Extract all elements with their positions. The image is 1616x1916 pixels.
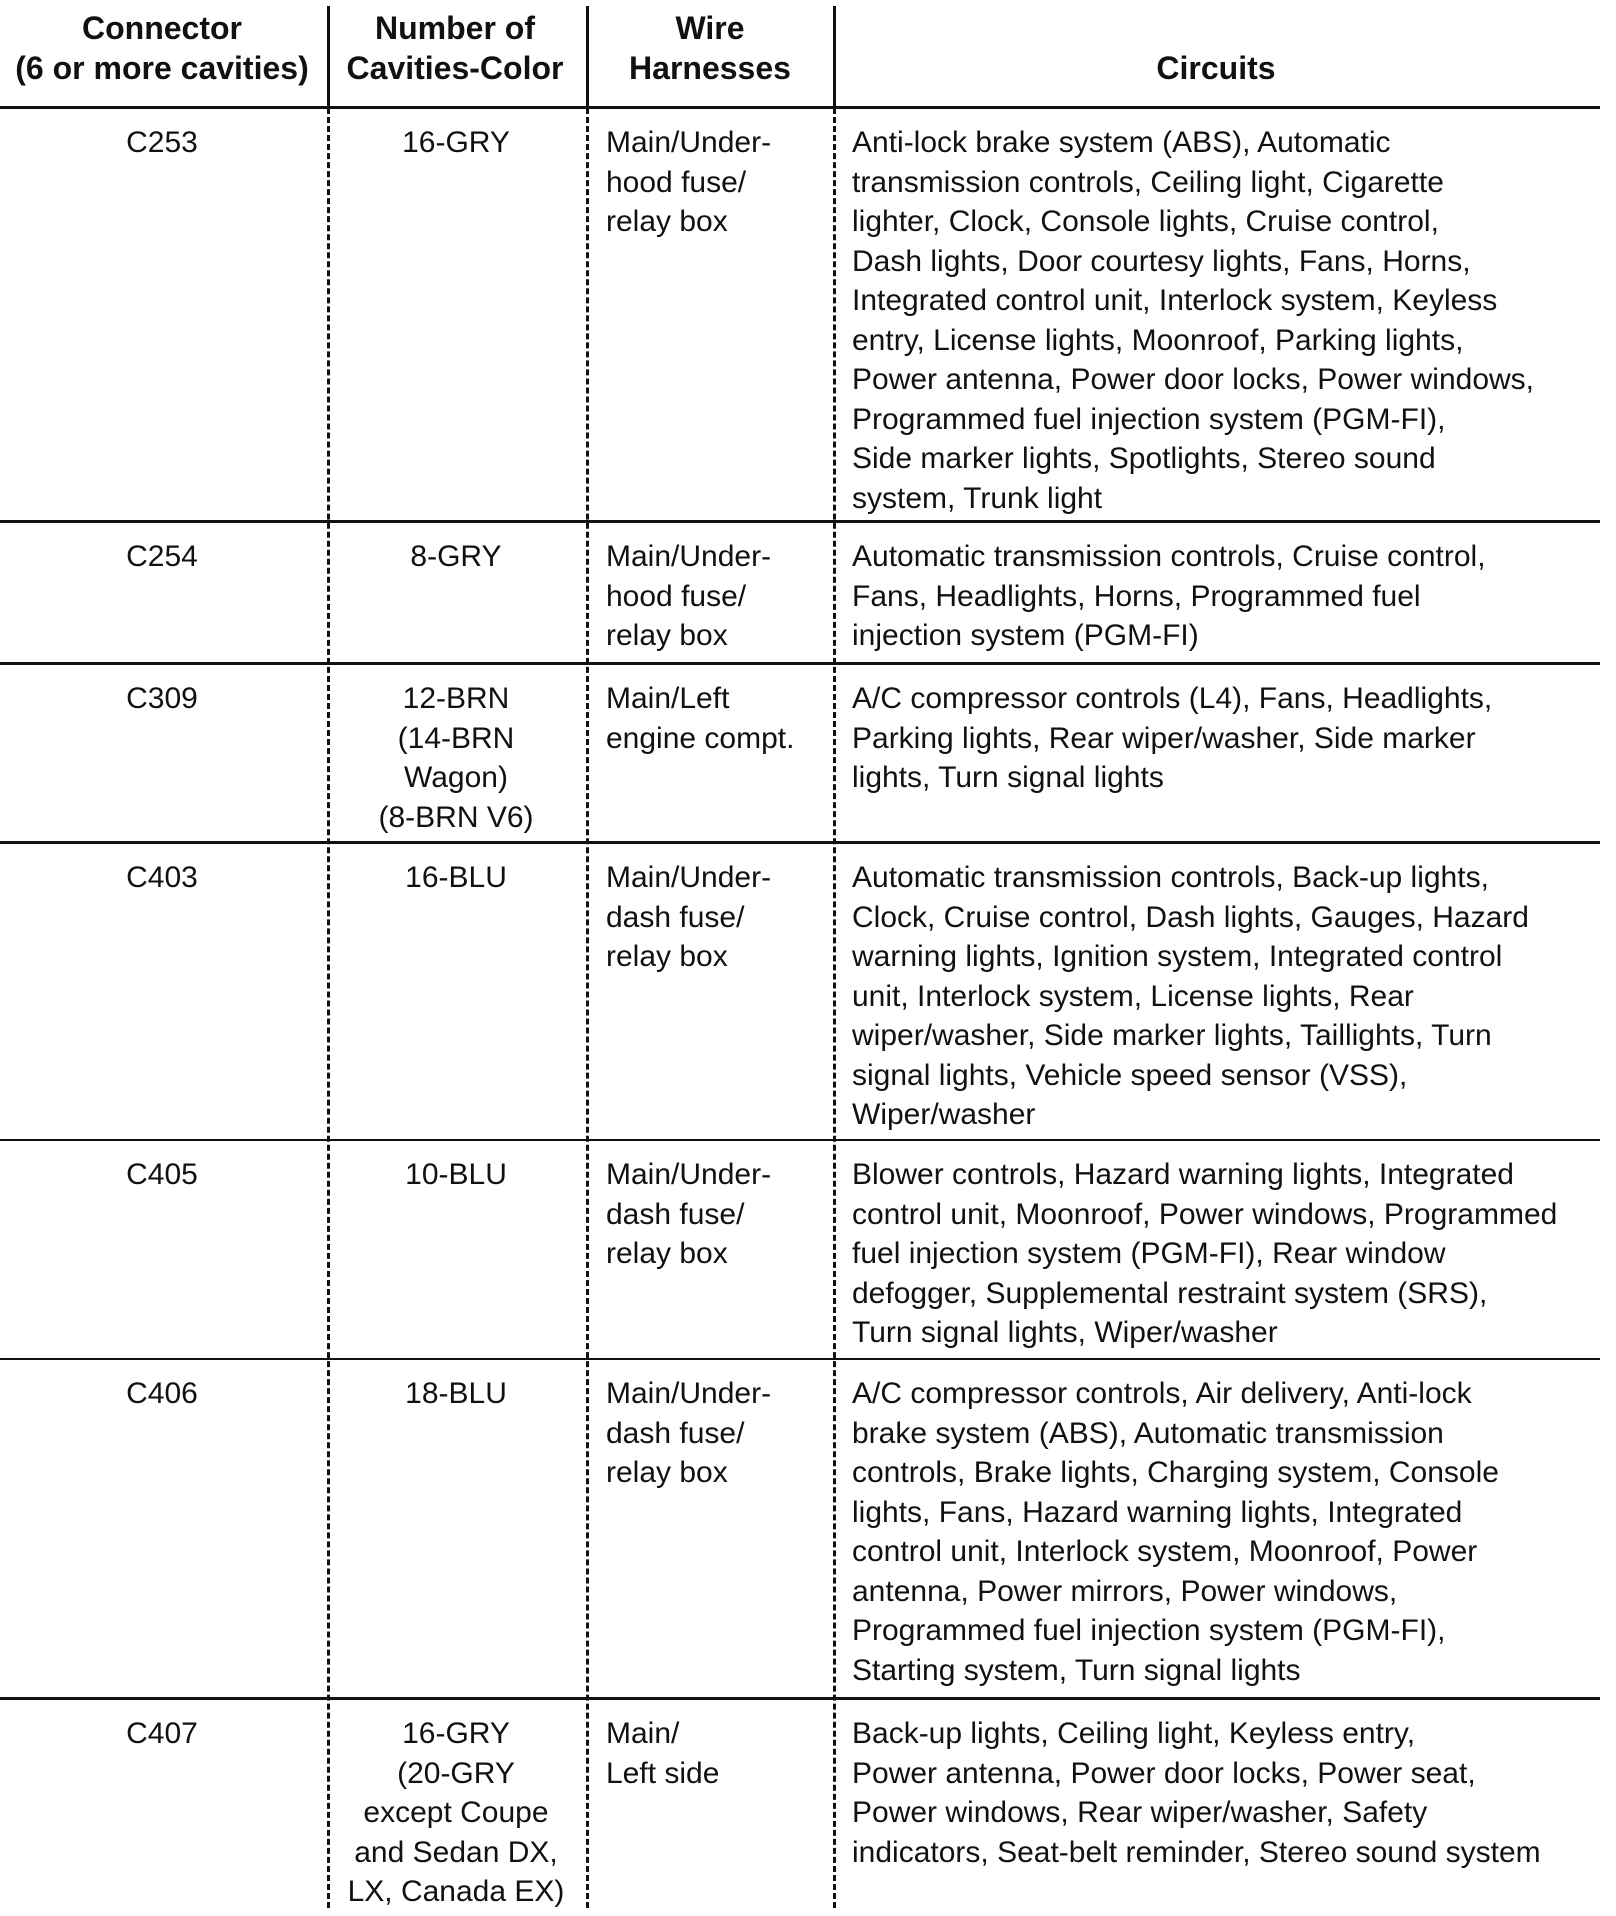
header-circuits: Circuits	[1156, 50, 1276, 86]
cavities-color: 16-BLU	[405, 861, 507, 894]
cavities-color: 18-BLU	[405, 1377, 507, 1410]
circuits-list: Anti-lock brake system (ABS), Automatic transmission controls, Ceiling light, Cigarette lighter, Clock, Console lights, Cruise control, Dash lights, Door courtesy lights, Fans, Horns, Integrated control unit, Interlock system, Keyless entry, License lights, Moonroof, Parking lights, Power antenna, Power door locks, Power windows, Programmed fuel injection system (PGM-FI), Side marker lights, Spotlights, Stereo sound system, Trunk light	[852, 126, 1535, 515]
cavities-color: 16-GRY	[402, 126, 510, 159]
table-row	[0, 523, 1600, 662]
wire-harness: Main/ Left side	[606, 1717, 720, 1790]
table-row	[0, 1141, 1600, 1358]
header-wire-harnesses: Wire Harnesses	[629, 10, 791, 86]
wire-harness: Main/Under- dash fuse/ relay box	[606, 1377, 772, 1489]
wire-harness: Main/Under- hood fuse/ relay box	[606, 540, 772, 652]
wire-harness: Main/Left engine compt.	[606, 682, 795, 755]
header-divider	[327, 6, 330, 106]
wire-harness: Main/Under- hood fuse/ relay box	[606, 126, 772, 238]
connector-id: C406	[126, 1377, 198, 1410]
header-cavities-color: Number of Cavities-Color	[346, 10, 564, 86]
circuits-list: Back-up lights, Ceiling light, Keyless entry, Power antenna, Power door locks, Power seat, Power windows, Rear wiper/washer, Safety indicators, Seat-belt reminder, Stereo sound system	[852, 1717, 1541, 1869]
connector-id: C407	[126, 1717, 198, 1750]
cavities-color: 8-GRY	[410, 540, 502, 573]
table-row	[0, 1700, 1600, 1916]
header-divider	[586, 6, 589, 106]
circuits-list: A/C compressor controls, Air delivery, Anti-lock brake system (ABS), Automatic transmission controls, Brake lights, Charging system, Console lights, Fans, Hazard warning lights, Integrated control unit, Interlock system, Moonroof, Power antenna, Power mirrors, Power windows, Programmed fuel injection system (PGM-FI), Starting system, Turn signal lights	[852, 1377, 1499, 1687]
header-connector: Connector (6 or more cavities)	[15, 10, 309, 86]
cavities-color: 10-BLU	[405, 1158, 507, 1191]
circuits-list: Automatic transmission controls, Cruise control, Fans, Headlights, Horns, Programmed fuel injection system (PGM-FI)	[852, 540, 1486, 652]
connector-id: C403	[126, 861, 198, 894]
connector-id: C253	[126, 126, 198, 159]
cavities-color: 12-BRN (14-BRN Wagon) (8-BRN V6)	[378, 682, 534, 834]
table-row	[0, 665, 1600, 841]
header-divider	[833, 6, 836, 106]
table-row	[0, 109, 1600, 520]
table-row	[0, 844, 1600, 1139]
table-row	[0, 1360, 1600, 1697]
cavities-color: 16-GRY (20-GRY except Coupe and Sedan DX, LX, Canada EX)	[347, 1717, 565, 1908]
connector-id: C405	[126, 1158, 198, 1191]
circuits-list: Automatic transmission controls, Back-up lights, Clock, Cruise control, Dash lights, Gauges, Hazard warning lights, Ignition system, Integrated control unit, Interlock system, License lights, Rear wiper/washer, Side marker lights, Taillights, Turn signal lights, Vehicle speed sensor (VSS), Wiper/washer	[852, 861, 1529, 1131]
circuits-list: A/C compressor controls (L4), Fans, Headlights, Parking lights, Rear wiper/washer, Side marker lights, Turn signal lights	[852, 682, 1493, 794]
connector-id: C254	[126, 540, 198, 573]
wire-harness: Main/Under- dash fuse/ relay box	[606, 861, 772, 973]
circuits-list: Blower controls, Hazard warning lights, Integrated control unit, Moonroof, Power windows, Programmed fuel injection system (PGM-FI), Rear window defogger, Supplemental restraint system (SRS), Turn signal lights, Wiper/washer	[852, 1158, 1558, 1349]
connector-id: C309	[126, 682, 198, 715]
wire-harness: Main/Under- dash fuse/ relay box	[606, 1158, 772, 1270]
